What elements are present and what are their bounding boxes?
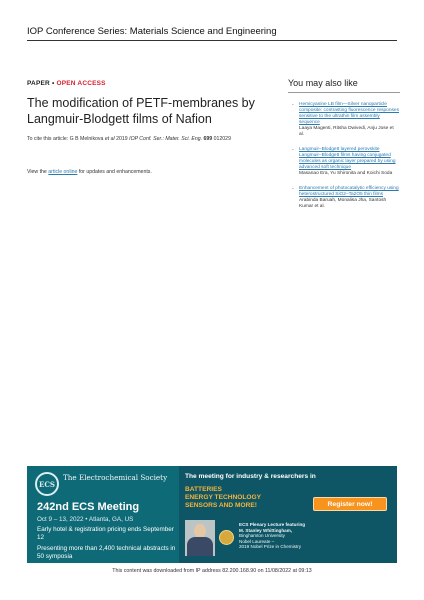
related-item bbox=[288, 99, 400, 138]
lecture-line: 2019 Nobel Prize in Chemistry bbox=[239, 544, 302, 550]
related-item-authors: Masanao Era, Yu Shironita and Koichi Soda bbox=[299, 171, 393, 176]
society-title: The Electrochemical Society bbox=[63, 473, 168, 482]
meeting-title: 242nd ECS Meeting bbox=[37, 501, 140, 513]
abstracts-count: Presenting more than 2,400 technical abstracts in 50 symposia bbox=[37, 545, 176, 560]
plenary-lecture bbox=[239, 522, 389, 550]
article-online-link[interactable]: article online bbox=[48, 169, 78, 175]
label-separator: • bbox=[51, 80, 55, 87]
register-now-button[interactable]: Register now! bbox=[313, 497, 387, 511]
lecture-line: Nobel Laureate – bbox=[239, 538, 275, 544]
related-item bbox=[288, 144, 400, 177]
article-main bbox=[27, 80, 267, 175]
journal-title: IOP Conference Series: Materials Science and Engineering bbox=[27, 26, 277, 37]
view-prefix: View the bbox=[27, 169, 47, 175]
society-name bbox=[63, 474, 175, 483]
related-item-authors: Laaya Magenti, Ritsha Dwivedi, Anju Jose et al. bbox=[299, 126, 394, 137]
related-item bbox=[288, 183, 400, 210]
ecs-ad-banner[interactable] bbox=[27, 466, 397, 563]
banner-topics bbox=[185, 486, 261, 510]
bullet-icon: - bbox=[292, 147, 294, 153]
sidebar-title: You may also like bbox=[288, 78, 358, 88]
header-divider bbox=[27, 40, 397, 41]
bullet-icon: - bbox=[292, 102, 294, 108]
topic-energy: ENERGY TECHNOLOGY bbox=[185, 494, 262, 501]
lecture-line: Binghamton University bbox=[239, 533, 285, 539]
cite-journal: IOP Conf. Ser.: Mater. Sci. Eng. bbox=[129, 136, 203, 142]
cite-volume: 699 bbox=[203, 136, 213, 142]
banner-tagline: The meeting for industry & researchers in bbox=[185, 473, 316, 480]
paper-type: PAPER bbox=[27, 80, 50, 87]
cite-article: 012029 bbox=[213, 136, 231, 142]
lecture-line: M. Stanley Whittingham, bbox=[239, 527, 293, 533]
banner-left-panel bbox=[27, 466, 179, 563]
lecture-line: ECS Plenary Lecture featuring bbox=[239, 522, 306, 527]
paper-label bbox=[27, 80, 267, 87]
related-item-link[interactable]: Enhancement of photocatalytic efficiency using heterostructured SiO2–Ta2O5 thin films bbox=[299, 186, 399, 197]
view-online-line bbox=[27, 169, 267, 175]
cite-year: 2019 bbox=[116, 136, 128, 142]
bullet-icon: - bbox=[292, 186, 294, 192]
cite-etal: et al bbox=[104, 136, 115, 142]
paper-title: The modification of PETF-membranes by Langmuir-Blodgett films of Nafion bbox=[27, 96, 255, 126]
cite-prefix: To cite this article: G B Melnikova bbox=[27, 136, 104, 142]
topic-sensors: SENSORS AND MORE! bbox=[185, 502, 257, 509]
topic-batteries: BATTERIES bbox=[185, 486, 222, 493]
related-item-authors: Arabinda Baruah, Monalisa Jha, Santosh Kumar et al. bbox=[299, 198, 387, 209]
open-access-badge: OPEN ACCESS bbox=[56, 80, 106, 87]
related-item-link[interactable]: Hemicyanine LB film—Silver nanoparticle composite: contrasting fluorescence responses sensitive to the ultrathin film assembly sequence bbox=[299, 102, 399, 125]
citation bbox=[27, 136, 267, 143]
ecs-logo-icon: ECS bbox=[35, 472, 59, 496]
view-suffix: for updates and enhancements. bbox=[78, 169, 152, 175]
related-articles bbox=[288, 78, 400, 216]
nobel-medal-icon bbox=[219, 530, 234, 545]
download-footer: This content was downloaded from IP address 82.200.168.90 on 11/08/2022 at 09:13 bbox=[112, 568, 312, 574]
meeting-dates: Oct 9 – 13, 2022 • Atlanta, GA, US bbox=[37, 516, 134, 523]
related-item-link[interactable]: Langmuir–Blodgett layered perovskite Langmuir–Blodgett films having conjugated molecules as organic layer prepared by using advanced soft technique bbox=[299, 147, 396, 170]
early-pricing: Early hotel & registration pricing ends September 12 bbox=[37, 526, 174, 541]
sidebar-divider bbox=[288, 92, 400, 93]
speaker-photo bbox=[185, 520, 215, 556]
